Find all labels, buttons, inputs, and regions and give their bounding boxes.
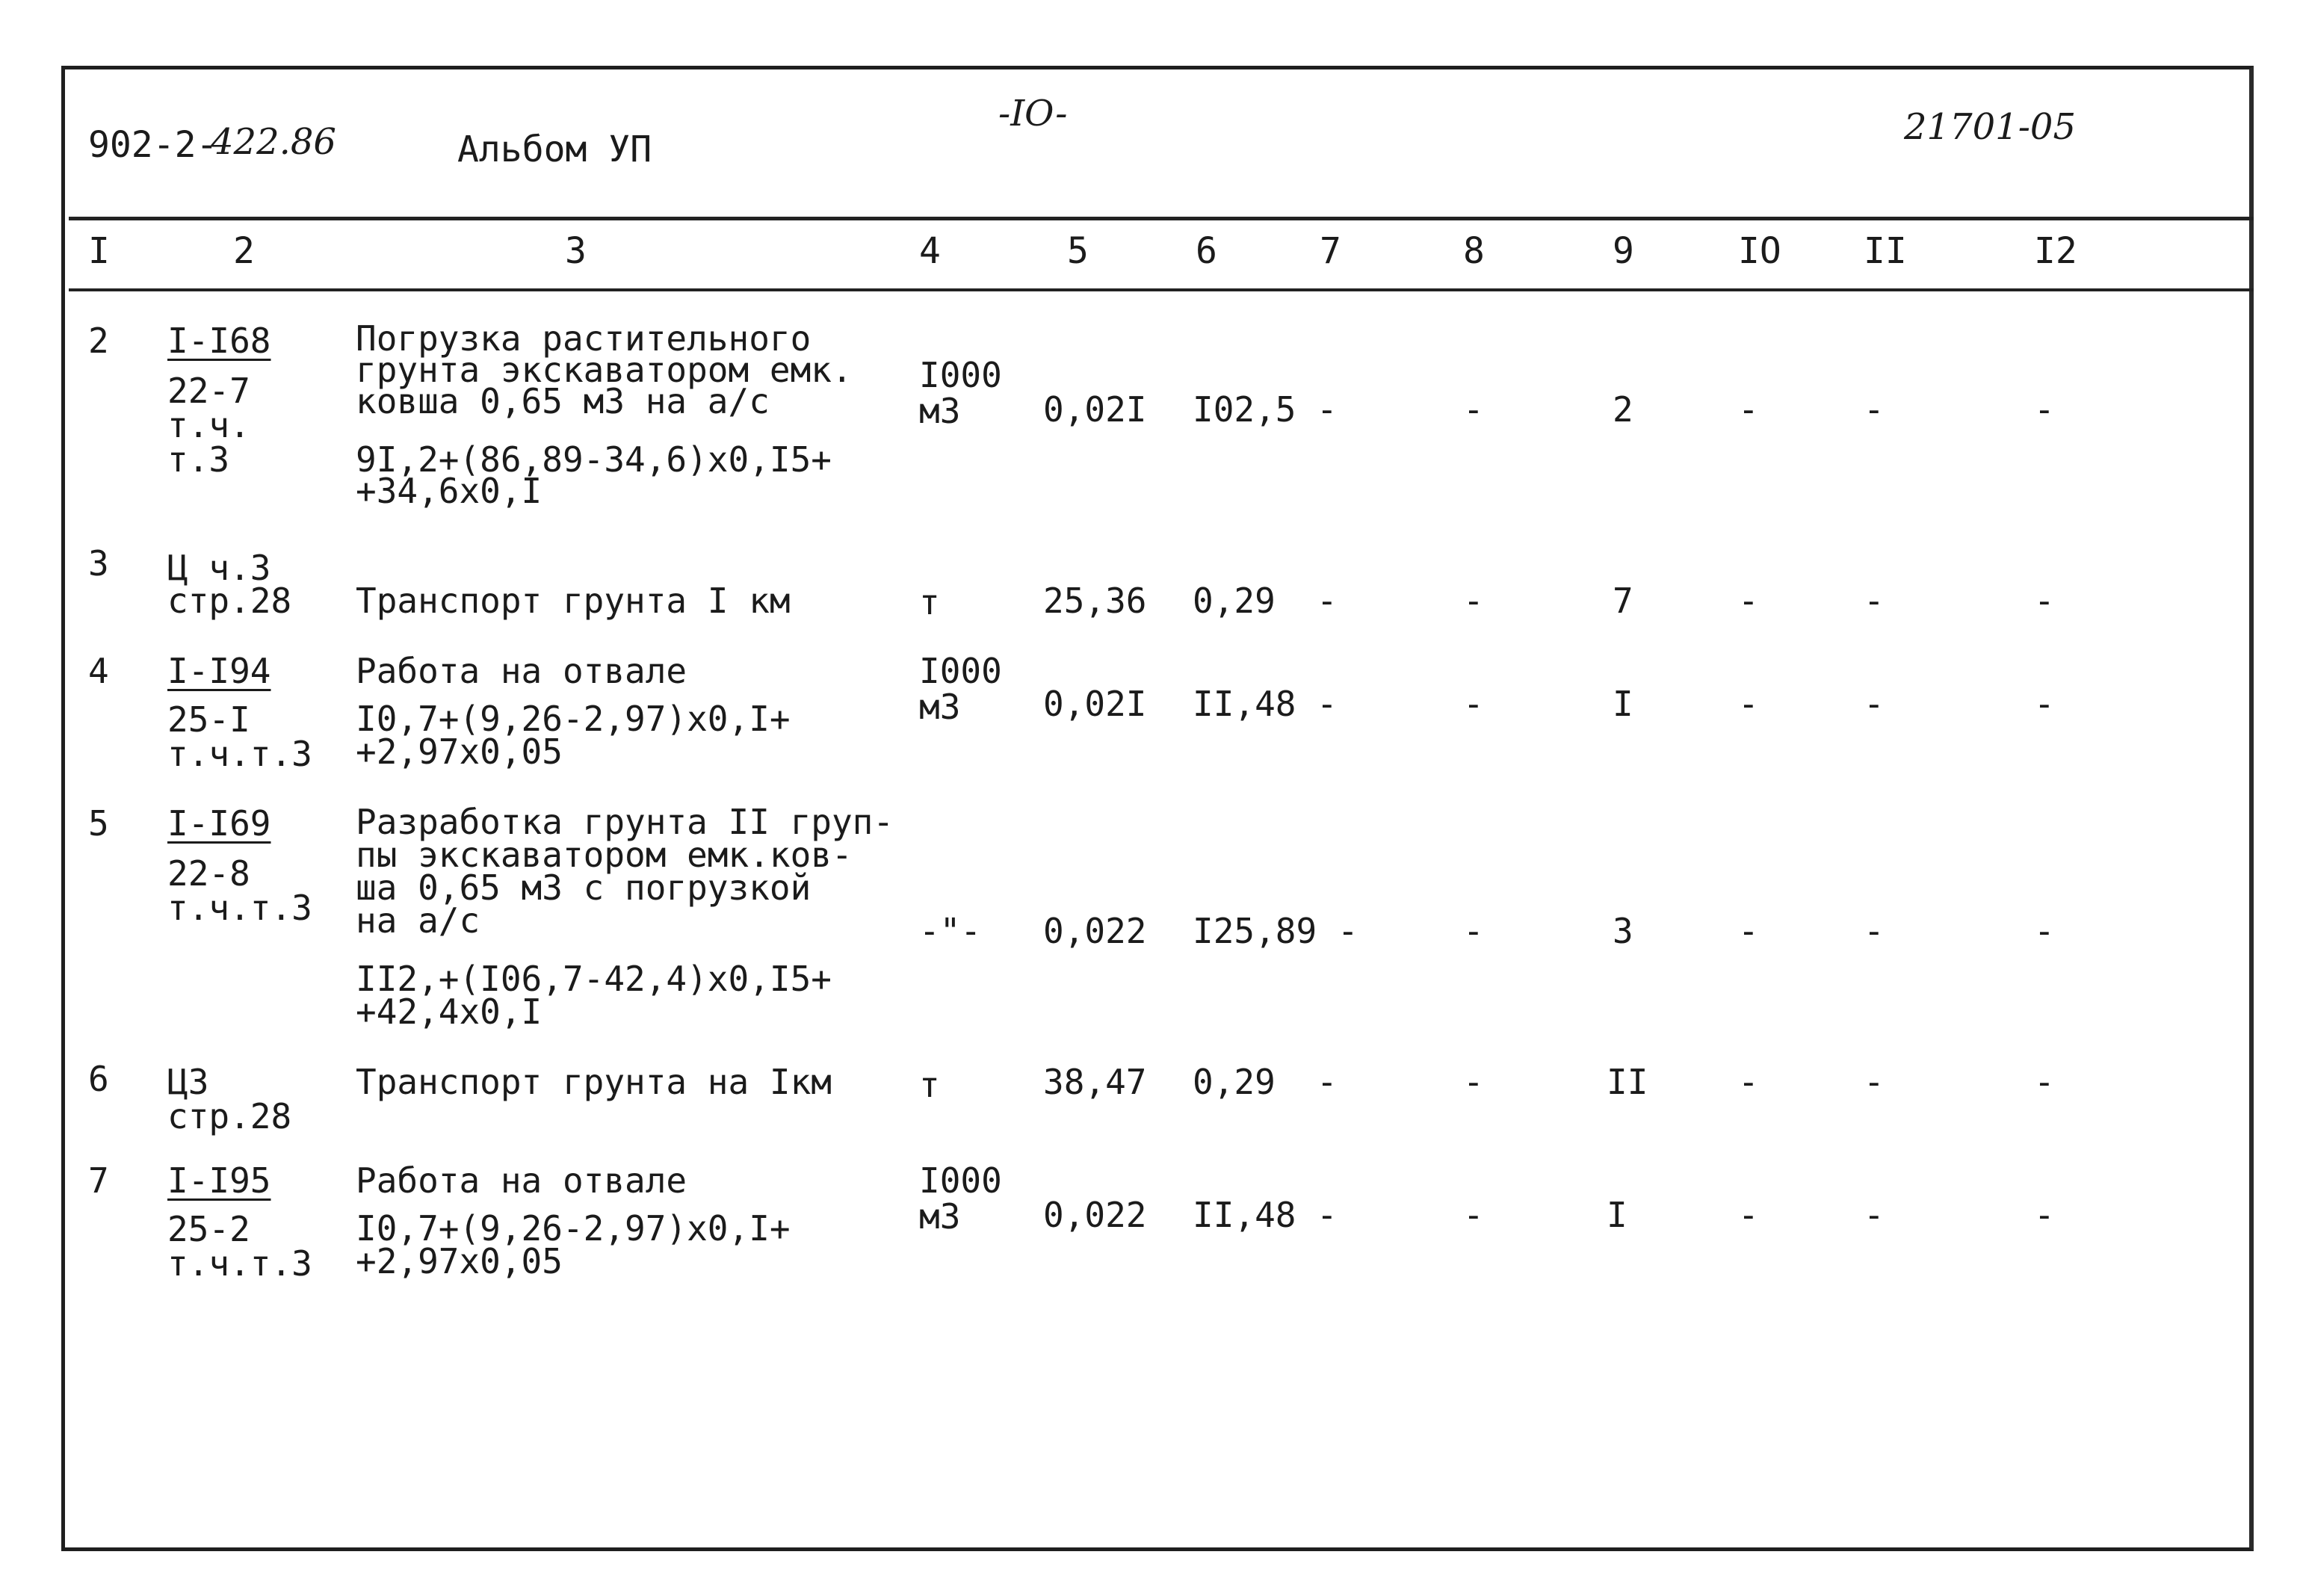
row-unit: т — [919, 1065, 940, 1105]
column-header-4: 4 — [919, 230, 941, 272]
row-col12: - — [2034, 389, 2055, 430]
row-col8: - — [1463, 1062, 1484, 1102]
row-code-sub: 22-7 т.ч. т.3 — [167, 371, 250, 480]
row-col6: II,48 — [1193, 1195, 1296, 1235]
row-col9: II — [1607, 1062, 1648, 1102]
row-col6: 0,29 — [1193, 581, 1276, 621]
row-unit: I000 м3 — [919, 1160, 1002, 1237]
row-qty: 0,02I — [1043, 684, 1147, 724]
row-number: 2 — [88, 321, 109, 361]
row-description: Работа на отвале — [356, 651, 687, 691]
album-label: Альбом УП — [457, 129, 652, 170]
row-col8: - — [1463, 911, 1484, 951]
row-formula: 9I,2+(86,89-34,6)x0,I5+ +34,6x0,I — [356, 439, 832, 511]
doc-code: 21701-05 — [1904, 106, 2076, 148]
row-code-main: Ц3 — [167, 1062, 209, 1102]
row-col7: - — [1317, 684, 1338, 724]
row-col11: - — [1864, 684, 1885, 724]
column-header-12: I2 — [2034, 230, 2077, 272]
row-col9: I — [1613, 684, 1633, 724]
row-code-main: I-I68 — [167, 321, 271, 361]
row-col6: I25,89 — [1193, 911, 1317, 951]
row-col12: - — [2034, 581, 2055, 621]
row-number: 7 — [88, 1160, 109, 1201]
column-header-1: I — [88, 230, 110, 272]
row-code-main: I-I94 — [167, 651, 271, 691]
row-col6: I02,5 — [1193, 389, 1296, 430]
column-header-7: 7 — [1320, 230, 1341, 272]
row-col8: - — [1463, 1195, 1484, 1235]
row-col9: 2 — [1613, 389, 1633, 430]
row-col8: - — [1463, 684, 1484, 724]
row-unit: I000 м3 — [919, 651, 1002, 727]
column-header-10: IO — [1738, 230, 1781, 272]
header-top-rule — [69, 217, 2254, 220]
row-col10: - — [1738, 581, 1759, 621]
row-qty: 0,02I — [1043, 389, 1147, 430]
row-code-sub: 25-I т.ч.т.3 — [167, 699, 312, 774]
doc-number-prefix: 902-2- — [88, 124, 218, 166]
row-col7: - — [1317, 389, 1338, 430]
row-code-sub: 25-2 т.ч.т.3 — [167, 1209, 312, 1284]
column-header-8: 8 — [1463, 230, 1485, 272]
row-code-sub: 22-8 т.ч.т.3 — [167, 853, 312, 928]
row-number: 3 — [88, 543, 109, 584]
row-col7: - — [1317, 1062, 1338, 1102]
row-qty: 38,47 — [1043, 1062, 1147, 1102]
column-header-3: 3 — [565, 230, 587, 272]
row-col10: - — [1738, 911, 1759, 951]
row-unit: т — [919, 582, 940, 622]
row-formula: II2,+(I06,7-42,4)x0,I5+ +42,4x0,I — [356, 959, 832, 1032]
row-col6: II,48 — [1193, 684, 1296, 724]
row-col9: 7 — [1613, 581, 1633, 621]
row-col9: I — [1607, 1195, 1627, 1235]
row-col7: - — [1317, 1195, 1338, 1235]
row-code-sub: стр.28 — [167, 581, 292, 621]
row-description: Транспорт грунта на Iкм — [356, 1062, 832, 1102]
row-col11: - — [1864, 389, 1885, 430]
column-header-11: II — [1864, 230, 1907, 272]
row-col10: - — [1738, 1195, 1759, 1235]
row-unit: I000 м3 — [919, 355, 1002, 431]
row-qty: 25,36 — [1043, 581, 1147, 621]
row-number: 6 — [88, 1059, 109, 1099]
doc-number-handwritten: 422.86 — [211, 121, 336, 163]
row-code-main: I-I69 — [167, 803, 271, 844]
row-qty: 0,022 — [1043, 1195, 1147, 1235]
page-number: -IO- — [998, 93, 1068, 134]
row-description: Работа на отвале — [356, 1160, 687, 1201]
column-header-5: 5 — [1067, 230, 1089, 272]
row-col11: - — [1864, 581, 1885, 621]
row-description: Транспорт грунта I км — [356, 581, 791, 621]
row-col11: - — [1864, 911, 1885, 951]
row-col7: - — [1317, 581, 1338, 621]
column-header-9: 9 — [1613, 230, 1634, 272]
row-col10: - — [1738, 389, 1759, 430]
row-col12: - — [2034, 1062, 2055, 1102]
row-col9: 3 — [1613, 911, 1633, 951]
row-col10: - — [1738, 684, 1759, 724]
row-col12: - — [2034, 1195, 2055, 1235]
row-formula: I0,7+(9,26-2,97)x0,I+ +2,97x0,05 — [356, 699, 791, 772]
row-number: 5 — [88, 803, 109, 844]
row-formula: I0,7+(9,26-2,97)x0,I+ +2,97x0,05 — [356, 1208, 791, 1281]
row-description: Погрузка растительного грунта экскаватором емк. ковша 0,65 м3 на а/с — [356, 318, 853, 421]
row-col8: - — [1463, 581, 1484, 621]
row-code-sub: стр.28 — [167, 1096, 292, 1136]
column-header-6: 6 — [1196, 230, 1217, 272]
row-col12: - — [2034, 911, 2055, 951]
row-unit: -"- — [919, 911, 982, 951]
row-code-main: I-I95 — [167, 1160, 271, 1201]
header-bottom-rule — [69, 288, 2254, 291]
row-col11: - — [1864, 1195, 1885, 1235]
row-col11: - — [1864, 1062, 1885, 1102]
column-header-2: 2 — [233, 230, 255, 272]
row-col10: - — [1738, 1062, 1759, 1102]
row-number: 4 — [88, 651, 109, 691]
row-description: Разработка грунта II груп- пы экскаватором емк.ков- ша 0,65 м3 с погрузкой на а/с — [356, 802, 894, 941]
row-col12: - — [2034, 684, 2055, 724]
row-code-main: Ц ч.3 — [167, 548, 271, 588]
row-col7: - — [1338, 911, 1358, 951]
row-col8: - — [1463, 389, 1484, 430]
row-qty: 0,022 — [1043, 911, 1147, 951]
row-col6: 0,29 — [1193, 1062, 1276, 1102]
